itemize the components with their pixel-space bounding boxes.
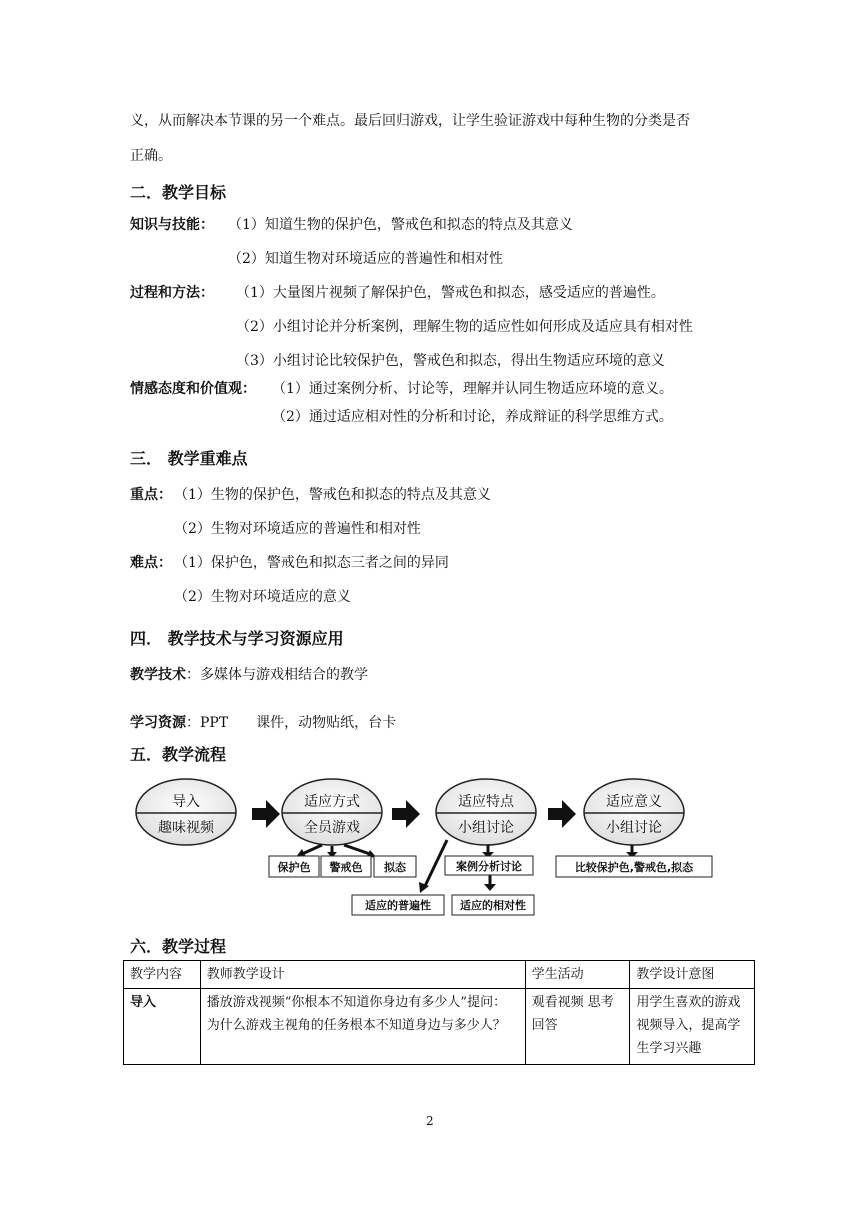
objective-line: （2）知道生物对环境适应的普遍性和相对性 — [228, 251, 503, 267]
difficulty-line: （2）生物对环境适应的意义 — [174, 589, 351, 605]
label-attitude: 情感态度和价值观： — [130, 381, 256, 397]
objective-line: （3）小组讨论比较保护色，警戒色和拟态，得出生物适应环境的意义 — [236, 353, 665, 369]
node-top-text: 适应特点 — [458, 794, 514, 810]
flow-box — [556, 856, 712, 877]
flow-box-text: 适应的相对性 — [460, 899, 526, 912]
flow-box — [321, 856, 371, 877]
label-difficulty: 难点： — [130, 555, 172, 571]
flow-box-text: 保护色 — [277, 861, 311, 874]
table-cell: 导入 — [124, 989, 201, 1065]
paragraph-line: 正确。 — [130, 148, 172, 164]
section-heading: 三． 教学重难点 — [130, 449, 248, 468]
label-key-point: 重点： — [130, 487, 172, 503]
table-header-row — [124, 961, 755, 989]
table-row — [124, 989, 755, 1065]
section-heading: 二．教学目标 — [130, 183, 227, 202]
section-heading: 五．教学流程 — [130, 745, 227, 764]
table-header-cell: 教学内容 — [124, 961, 201, 989]
section-heading: 六．教学过程 — [130, 937, 227, 956]
node-bottom-text: 趣味视频 — [158, 820, 214, 836]
flow-arrow-icon — [252, 800, 280, 828]
node-bottom-text: 小组讨论 — [458, 820, 514, 836]
objective-line: （1）知道生物的保护色，警戒色和拟态的特点及其意义 — [228, 217, 573, 233]
table-cell: 观看视频 思考回答 — [525, 989, 630, 1065]
node-top-text: 导入 — [172, 794, 200, 810]
label-tech: 教学技术 — [130, 667, 186, 683]
flow-box — [374, 856, 416, 877]
resource-text: ：PPT 课件，动物贴纸，台卡 — [186, 715, 397, 731]
key-point-line: （1）生物的保护色，警戒色和拟态的特点及其意义 — [174, 487, 491, 503]
label-resource: 学习资源 — [130, 715, 186, 731]
flow-box-text: 警戒色 — [329, 861, 363, 874]
flow-arrow-icon — [392, 800, 420, 828]
flow-box-text: 比较保护色,警戒色,拟态 — [574, 861, 694, 874]
flow-box — [445, 856, 533, 875]
node-bottom-text: 全员游戏 — [304, 820, 360, 836]
label-knowledge: 知识与技能： — [130, 217, 214, 233]
paragraph-line: 义，从而解决本节课的另一个难点。最后回归游戏，让学生验证游戏中每种生物的分类是否 — [130, 113, 690, 129]
flow-box-text: 拟态 — [384, 861, 406, 874]
page-number: 2 — [426, 1114, 434, 1128]
section-heading: 四． 教学技术与学习资源应用 — [130, 629, 344, 648]
objective-line: （1）大量图片视频了解保护色，警戒色和拟态，感受适应的普遍性。 — [236, 285, 665, 301]
objective-line: （1）通过案例分析、讨论等，理解并认同生物适应环境的意义。 — [272, 381, 673, 397]
flow-box-text: 案例分析讨论 — [456, 860, 522, 873]
node-top-text: 适应方式 — [304, 794, 360, 810]
table-header-cell: 教师教学设计 — [200, 961, 525, 989]
label-process: 过程和方法： — [130, 285, 214, 301]
flow-box — [269, 856, 319, 877]
difficulty-line: （1）保护色，警戒色和拟态三者之间的异同 — [174, 555, 449, 571]
node-top-text: 适应意义 — [606, 794, 662, 810]
objective-line: （2）通过适应相对性的分析和讨论，养成辩证的科学思维方式。 — [272, 409, 673, 425]
node-bottom-text: 小组讨论 — [606, 820, 662, 836]
tech-text: ：多媒体与游戏相结合的教学 — [186, 667, 368, 683]
key-point-line: （2）生物对环境适应的普遍性和相对性 — [174, 521, 421, 537]
objective-line: （2）小组讨论并分析案例，理解生物的适应性如何形成及适应具有相对性 — [236, 319, 693, 335]
teaching-process-table — [123, 960, 755, 1065]
table-header-cell: 教学设计意图 — [630, 961, 755, 989]
flow-box — [352, 895, 444, 915]
flow-arrow-icon — [548, 800, 576, 828]
flow-box — [452, 895, 534, 915]
table-cell: 用学生喜欢的游戏视频导入，提高学生学习兴趣 — [630, 989, 755, 1065]
flow-box-text: 适应的普遍性 — [365, 899, 431, 912]
table-header-cell: 学生活动 — [525, 961, 630, 989]
table-cell: 播放游戏视频“你根本不知道你身边有多少人”提问：为什么游戏主视角的任务根本不知道身边与多少人？ — [200, 989, 525, 1065]
